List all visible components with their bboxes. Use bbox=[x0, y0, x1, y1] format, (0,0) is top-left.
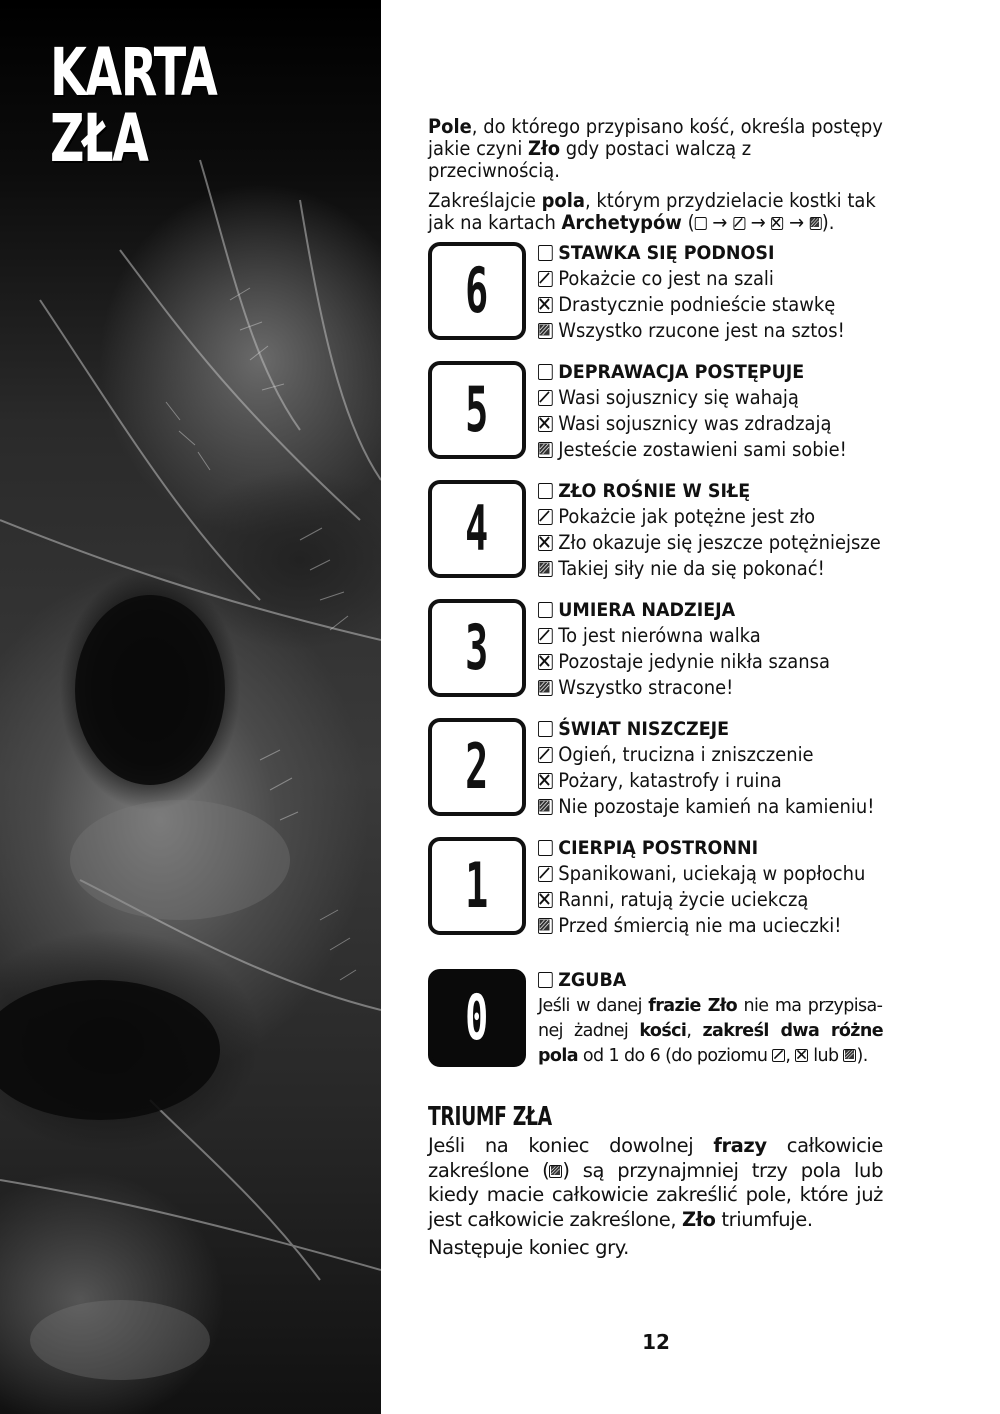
text-run: → bbox=[783, 211, 810, 234]
option-label: ŚWIAT NISZCZEJE bbox=[558, 718, 730, 740]
die-number: 4 bbox=[465, 492, 489, 565]
option-label: Przed śmiercią nie ma ucieczki! bbox=[558, 914, 842, 937]
page-title bbox=[50, 34, 217, 177]
option-label: Drastycznie podnieście stawkę bbox=[558, 293, 836, 316]
option-label: Jesteście zostawieni sami sobie! bbox=[558, 438, 847, 461]
slash-box-icon bbox=[538, 747, 553, 763]
die-number: 0 bbox=[465, 981, 489, 1054]
level-2 bbox=[428, 716, 888, 816]
text-run: od 1 do 6 (do poziomu bbox=[577, 1046, 773, 1066]
option-label: Pokażcie jak potężne jest zło bbox=[558, 505, 816, 528]
text-run: triumfuje. bbox=[715, 1207, 813, 1231]
level-option[interactable] bbox=[538, 887, 888, 913]
filled-box-icon bbox=[538, 680, 553, 696]
die-2-icon bbox=[428, 718, 526, 816]
triumph-heading: TRIUMF ZŁA bbox=[428, 1102, 552, 1132]
option-label: Ranni, ratują życie uciekczą bbox=[558, 888, 809, 911]
option-label: Wasi sojusznicy się wahają bbox=[558, 386, 799, 409]
text-run: ). bbox=[821, 211, 835, 234]
option-label: Takiej siły nie da się pokonać! bbox=[558, 557, 825, 580]
text-run: ) są przynajmniej trzy pola lub kiedy macie całkowicie zakreślić pole, które już jest całkowicie zakreślone, bbox=[428, 1158, 883, 1231]
option-label: Wasi sojusznicy was zdradzają bbox=[558, 412, 832, 435]
level-option[interactable] bbox=[538, 742, 888, 768]
level-option[interactable] bbox=[538, 768, 888, 794]
text-run: całkowicie zakreślone ( bbox=[428, 1134, 884, 1182]
bold-term: zakreśl dwa różne pola bbox=[538, 1021, 883, 1066]
zero-description bbox=[538, 994, 883, 1069]
option-label: Ogień, trucizna i zniszczenie bbox=[558, 743, 814, 766]
cross-box-icon bbox=[538, 535, 553, 551]
level-options bbox=[538, 716, 888, 820]
text-run: Jeśli na koniec dowolnej bbox=[428, 1134, 714, 1157]
filled-box-icon bbox=[549, 1165, 562, 1178]
filled-box-icon bbox=[538, 442, 553, 458]
filled-box-icon bbox=[810, 217, 822, 230]
page-number: 12 bbox=[642, 1330, 670, 1354]
intro-paragraph-1 bbox=[428, 116, 883, 182]
slash-box-icon bbox=[538, 866, 553, 882]
die-number: 1 bbox=[465, 849, 489, 922]
text-run: Zakreślajcie bbox=[428, 189, 542, 212]
text-run: , bbox=[686, 1021, 703, 1041]
intro bbox=[428, 116, 923, 234]
text-run: ( bbox=[681, 211, 695, 234]
cross-box-icon bbox=[538, 773, 553, 789]
filled-box-icon bbox=[538, 323, 553, 339]
empty-box-icon bbox=[538, 972, 553, 988]
level-option[interactable] bbox=[538, 623, 888, 649]
option-label: STAWKA SIĘ PODNOSI bbox=[558, 242, 775, 264]
bold-term: pola bbox=[541, 189, 586, 212]
level-option[interactable] bbox=[538, 385, 888, 411]
level-heading[interactable] bbox=[538, 478, 888, 504]
bold-term: Zło bbox=[681, 1207, 716, 1231]
die-number: 5 bbox=[465, 373, 489, 446]
triumph-paragraph-1 bbox=[428, 1134, 883, 1232]
moss-branches-illustration bbox=[0, 0, 381, 1414]
level-option[interactable] bbox=[538, 556, 888, 582]
option-label: Wszystko stracone! bbox=[558, 676, 734, 699]
level-5 bbox=[428, 359, 888, 459]
title-line-2: ZŁA bbox=[50, 100, 148, 177]
option-label: CIERPIĄ POSTRONNI bbox=[558, 837, 759, 859]
option-label: Pozostaje jedynie nikła szansa bbox=[558, 650, 831, 673]
option-label: Wszystko rzucone jest na sztos! bbox=[558, 319, 845, 342]
empty-box-icon bbox=[538, 721, 553, 737]
level-options bbox=[538, 967, 888, 993]
empty-box-icon bbox=[538, 245, 553, 261]
option-label: Nie pozostaje kamień na kamieniu! bbox=[558, 795, 875, 818]
text-run: , którym przydzielacie kostki tak jak na kartach bbox=[428, 189, 876, 234]
level-heading[interactable] bbox=[538, 359, 888, 385]
die-4-icon bbox=[428, 480, 526, 578]
text-run: lub bbox=[808, 1046, 844, 1066]
level-option[interactable] bbox=[538, 292, 888, 318]
triumph-paragraph-2: Następuje koniec gry. bbox=[428, 1236, 629, 1259]
filled-box-icon bbox=[538, 918, 553, 934]
bold-term: frazy bbox=[713, 1134, 767, 1157]
level-options bbox=[538, 359, 888, 463]
slash-box-icon bbox=[538, 271, 553, 287]
text-run: → bbox=[706, 211, 733, 234]
text-run: , do którego przypisano kość, określa postępy jakie czyni bbox=[428, 115, 883, 160]
slash-box-icon bbox=[772, 1049, 785, 1062]
die-3-icon bbox=[428, 599, 526, 697]
option-label: Spanikowani, uciekają w popłochu bbox=[558, 862, 866, 885]
level-option[interactable] bbox=[538, 318, 888, 344]
die-6-icon bbox=[428, 242, 526, 340]
level-options bbox=[538, 835, 888, 939]
level-4 bbox=[428, 478, 888, 578]
empty-box-icon bbox=[538, 602, 553, 618]
level-heading[interactable] bbox=[538, 597, 888, 623]
bold-term: Zło bbox=[528, 137, 561, 160]
cross-box-icon bbox=[771, 217, 783, 230]
option-label: Pożary, katastrofy i ruina bbox=[558, 769, 782, 792]
filled-box-icon bbox=[538, 799, 553, 815]
slash-box-icon bbox=[538, 628, 553, 644]
option-label: To jest nierówna walka bbox=[558, 624, 761, 647]
die-number: 6 bbox=[465, 254, 489, 327]
level-heading[interactable] bbox=[538, 716, 888, 742]
level-heading[interactable] bbox=[538, 240, 888, 266]
option-label: ZŁO ROŚNIE W SIŁĘ bbox=[558, 480, 751, 502]
level-options bbox=[538, 240, 888, 344]
level-option[interactable] bbox=[538, 861, 888, 887]
text-run: nie ma przypisanej żadnej bbox=[538, 996, 883, 1041]
option-label: Zło okazuje się jeszcze potężniejsze bbox=[558, 531, 881, 554]
level-1 bbox=[428, 835, 888, 935]
level-option[interactable] bbox=[538, 649, 888, 675]
slash-box-icon bbox=[733, 217, 745, 230]
intro-paragraph-2 bbox=[428, 190, 883, 234]
die-number: 2 bbox=[465, 730, 489, 803]
text-run: ). bbox=[856, 1046, 868, 1066]
slash-box-icon bbox=[538, 390, 553, 406]
level-3 bbox=[428, 597, 888, 697]
text-run: Jeśli w danej bbox=[538, 996, 649, 1016]
cross-box-icon bbox=[538, 297, 553, 313]
bold-term: Archetypów bbox=[561, 211, 682, 234]
die-5-icon bbox=[428, 361, 526, 459]
text-run: gdy postaci walczą z przeciwnością. bbox=[428, 137, 752, 182]
level-option[interactable] bbox=[538, 675, 888, 701]
level-option[interactable] bbox=[538, 530, 888, 556]
filled-box-icon bbox=[843, 1049, 856, 1062]
level-options bbox=[538, 597, 888, 701]
filled-box-icon bbox=[538, 561, 553, 577]
slash-box-icon bbox=[538, 509, 553, 525]
level-option[interactable] bbox=[538, 794, 888, 820]
level-heading[interactable] bbox=[538, 967, 888, 993]
option-label: DEPRAWACJA POSTĘPUJE bbox=[558, 361, 805, 383]
bold-term: Pole bbox=[428, 115, 472, 138]
option-label: ZGUBA bbox=[558, 969, 627, 991]
option-label: Pokażcie co jest na szali bbox=[558, 267, 774, 290]
level-options bbox=[538, 478, 888, 582]
cross-box-icon bbox=[538, 416, 553, 432]
level-option[interactable] bbox=[538, 411, 888, 437]
triumph-section bbox=[428, 1103, 883, 1261]
level-0 bbox=[428, 967, 888, 1067]
bold-term: frazie Zło bbox=[648, 996, 738, 1016]
cross-box-icon bbox=[538, 892, 553, 908]
empty-box-icon bbox=[695, 217, 707, 230]
text-run: , bbox=[785, 1046, 796, 1066]
level-option[interactable] bbox=[538, 437, 888, 463]
level-option[interactable] bbox=[538, 266, 888, 292]
die-0-icon bbox=[428, 969, 526, 1067]
empty-box-icon bbox=[538, 483, 553, 499]
cross-box-icon bbox=[538, 654, 553, 670]
empty-box-icon bbox=[538, 840, 553, 856]
empty-box-icon bbox=[538, 364, 553, 380]
cover-photo bbox=[0, 0, 381, 1414]
level-option[interactable] bbox=[538, 504, 888, 530]
level-heading[interactable] bbox=[538, 835, 888, 861]
option-label: UMIERA NADZIEJA bbox=[558, 599, 736, 621]
text-run: → bbox=[744, 211, 772, 234]
bold-term: kości bbox=[639, 1021, 687, 1041]
level-6 bbox=[428, 240, 888, 340]
title-line-1: KARTA bbox=[50, 34, 217, 111]
die-number: 3 bbox=[465, 611, 489, 684]
die-1-icon bbox=[428, 837, 526, 935]
level-option[interactable] bbox=[538, 913, 888, 939]
cross-box-icon bbox=[795, 1049, 808, 1062]
